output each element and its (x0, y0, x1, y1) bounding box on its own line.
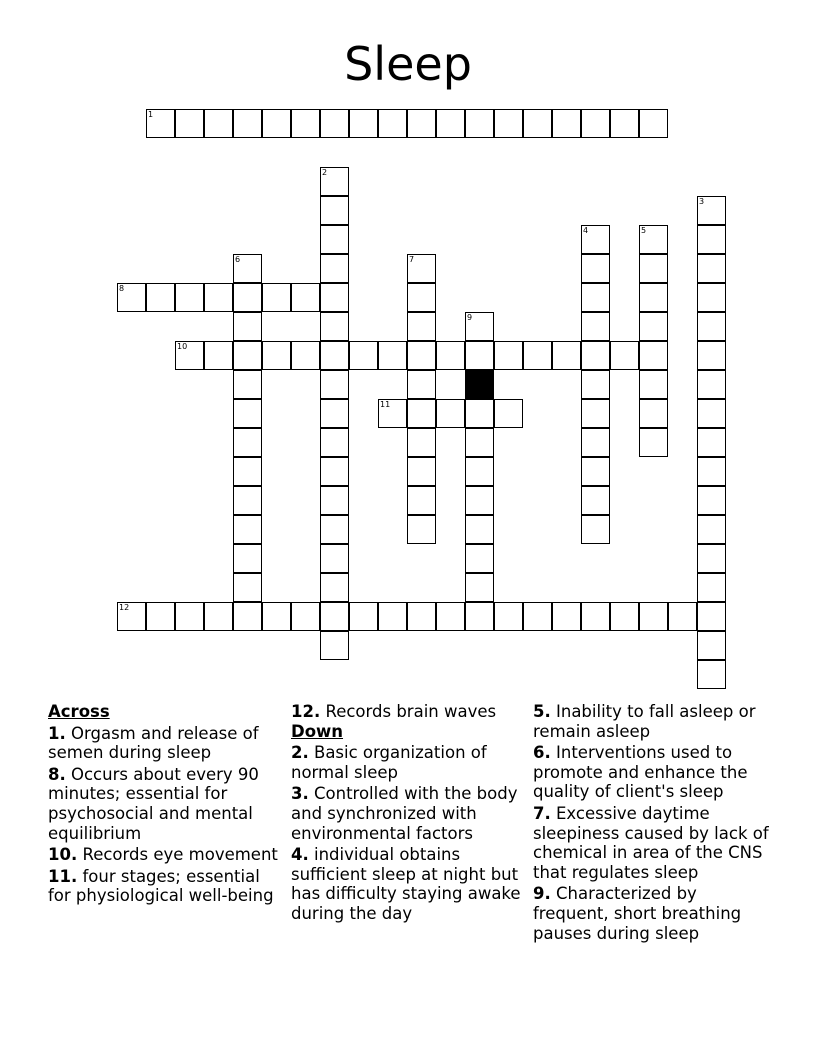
clue-across-1: 1. Orgasm and release of semen during sleep (48, 723, 259, 763)
grid-cell[interactable] (349, 341, 378, 370)
grid-cell[interactable] (407, 515, 436, 544)
clue-down-6: 6. Interventions used to promote and enhance the quality of client's sleep (533, 743, 748, 802)
cell-number: 6 (235, 255, 241, 264)
puzzle-title: Sleep (344, 37, 472, 91)
grid-cell[interactable] (320, 254, 349, 283)
cell-number: 3 (699, 197, 705, 206)
grid-cell[interactable] (407, 109, 436, 138)
grid-cell[interactable] (697, 254, 726, 283)
grid-cell[interactable] (233, 341, 262, 370)
grid-cell[interactable] (668, 602, 697, 631)
grid-cell[interactable] (494, 602, 523, 631)
grid-cell[interactable] (320, 196, 349, 225)
grid-cell[interactable] (378, 399, 407, 428)
grid-cell[interactable] (262, 109, 291, 138)
grid-cell[interactable] (639, 109, 668, 138)
grid-cell[interactable] (320, 399, 349, 428)
grid-cell[interactable] (697, 660, 726, 689)
grid-cell[interactable] (697, 196, 726, 225)
grid-cell[interactable] (552, 109, 581, 138)
grid-cell[interactable] (465, 602, 494, 631)
grid-cell[interactable] (175, 341, 204, 370)
cell-number: 7 (409, 255, 415, 264)
grid-cell[interactable] (581, 312, 610, 341)
grid-cell[interactable] (697, 631, 726, 660)
grid-cell[interactable] (494, 109, 523, 138)
grid-cell[interactable] (233, 515, 262, 544)
grid-cell[interactable] (552, 602, 581, 631)
grid-cell[interactable] (320, 109, 349, 138)
grid-cell[interactable] (581, 225, 610, 254)
grid-cell[interactable] (320, 370, 349, 399)
grid-cell[interactable] (697, 312, 726, 341)
grid-cell[interactable] (639, 602, 668, 631)
cell-number: 5 (641, 226, 647, 235)
cell-number: 9 (467, 313, 473, 322)
clue-column-2 (291, 702, 527, 924)
grid-cell[interactable] (262, 283, 291, 312)
grid-cell[interactable] (378, 341, 407, 370)
grid-cell[interactable] (320, 544, 349, 573)
grid-cell[interactable] (175, 283, 204, 312)
grid-cell[interactable] (697, 370, 726, 399)
grid-cell[interactable] (233, 109, 262, 138)
clue-across-10: 10. Records eye movement (48, 845, 278, 865)
grid-cell[interactable] (320, 225, 349, 254)
grid-cell[interactable] (581, 457, 610, 486)
grid-cell[interactable] (233, 254, 262, 283)
grid-cell[interactable] (697, 428, 726, 457)
grid-cell[interactable] (407, 341, 436, 370)
grid-cell[interactable] (523, 341, 552, 370)
grid-cell[interactable] (291, 283, 320, 312)
grid-cell[interactable] (175, 109, 204, 138)
grid-cell[interactable] (320, 486, 349, 515)
grid-cell[interactable] (639, 225, 668, 254)
grid-cell[interactable] (233, 428, 262, 457)
grid-cell[interactable] (465, 341, 494, 370)
grid-cell[interactable] (581, 486, 610, 515)
grid-cell[interactable] (639, 428, 668, 457)
grid-cell[interactable] (320, 602, 349, 631)
grid-cell[interactable] (320, 312, 349, 341)
grid-cell[interactable] (320, 428, 349, 457)
grid-cell[interactable] (523, 602, 552, 631)
grid-cell[interactable] (581, 109, 610, 138)
grid-cell[interactable] (349, 602, 378, 631)
grid-cell[interactable] (204, 341, 233, 370)
grid-cell[interactable] (581, 428, 610, 457)
clue-across-11: 11. four stages; essential for physiological well-being (48, 866, 274, 906)
grid-cell[interactable] (639, 399, 668, 428)
grid-cell[interactable] (465, 457, 494, 486)
grid-cell[interactable] (146, 283, 175, 312)
cell-number: 2 (322, 168, 328, 177)
grid-cell[interactable] (320, 631, 349, 660)
grid-cell[interactable] (320, 341, 349, 370)
grid-cell[interactable] (697, 225, 726, 254)
across-header: Across (48, 702, 110, 721)
grid-cell[interactable] (175, 602, 204, 631)
clue-down-9: 9. Characterized by frequent, short breathing pauses during sleep (533, 884, 742, 943)
grid-cell[interactable] (436, 602, 465, 631)
grid-cell[interactable] (436, 109, 465, 138)
clue-down-7: 7. Excessive daytime sleepiness caused by lack of chemical in area of the CNS that regulates sleep (533, 803, 769, 882)
grid-cell[interactable] (262, 341, 291, 370)
grid-cell[interactable] (349, 109, 378, 138)
grid-cell[interactable] (465, 486, 494, 515)
down-header: Down (291, 721, 344, 741)
grid-cell[interactable] (639, 283, 668, 312)
grid-cell[interactable] (639, 254, 668, 283)
clue-column-1 (48, 702, 284, 906)
grid-cell[interactable] (320, 457, 349, 486)
grid-cell[interactable] (436, 341, 465, 370)
grid-cell[interactable] (233, 457, 262, 486)
grid-cell[interactable] (407, 312, 436, 341)
grid-cell[interactable] (233, 370, 262, 399)
cell-number: 1 (148, 110, 154, 119)
grid-cell[interactable] (407, 283, 436, 312)
grid-cell[interactable] (204, 283, 233, 312)
grid-cell[interactable] (320, 167, 349, 196)
grid-cell[interactable] (610, 341, 639, 370)
grid-cell[interactable] (146, 109, 175, 138)
grid-cell[interactable] (233, 399, 262, 428)
grid-cell[interactable] (523, 109, 552, 138)
clue-down-2: 2. Basic organization of normal sleep (291, 743, 487, 782)
grid-cell[interactable] (697, 457, 726, 486)
grid-cell[interactable] (320, 573, 349, 602)
grid-cell[interactable] (233, 283, 262, 312)
grid-cell[interactable] (581, 370, 610, 399)
grid-cell[interactable] (233, 602, 262, 631)
cell-number: 10 (177, 342, 188, 351)
grid-cell[interactable] (233, 544, 262, 573)
grid-cell[interactable] (465, 312, 494, 341)
grid-cell[interactable] (407, 486, 436, 515)
clue-down-4: 4. individual obtains sufficient sleep at night but has difficulty staying awake during the day (291, 845, 521, 923)
grid-cell[interactable] (378, 109, 407, 138)
clue-down-5: 5. Inability to fall asleep or remain asleep (533, 702, 756, 741)
grid-cell[interactable] (610, 602, 639, 631)
cell-number: 11 (380, 400, 391, 409)
grid-cell[interactable] (552, 341, 581, 370)
grid-cell[interactable] (581, 399, 610, 428)
grid-cell[interactable] (146, 602, 175, 631)
clue-across-8: 8. Occurs about every 90 minutes; essential for psychosocial and mental equilibrium (48, 764, 259, 843)
grid-cell[interactable] (581, 602, 610, 631)
grid-cell[interactable] (697, 573, 726, 602)
grid-cell[interactable] (291, 602, 320, 631)
grid-cell[interactable] (581, 283, 610, 312)
grid-cell[interactable] (697, 341, 726, 370)
grid-cell[interactable] (291, 341, 320, 370)
grid-cell[interactable] (262, 602, 291, 631)
grid-cell[interactable] (494, 341, 523, 370)
grid-cell[interactable] (465, 573, 494, 602)
grid-cell[interactable] (639, 341, 668, 370)
grid-cell[interactable] (697, 486, 726, 515)
grid-cell[interactable] (291, 109, 320, 138)
cell-number: 12 (119, 603, 130, 612)
grid-cell[interactable] (465, 109, 494, 138)
grid-cell[interactable] (697, 544, 726, 573)
grid-cell[interactable] (436, 399, 465, 428)
grid-cell[interactable] (320, 283, 349, 312)
grid-cell[interactable] (407, 254, 436, 283)
grid-cell[interactable] (697, 602, 726, 631)
grid-cell[interactable] (639, 370, 668, 399)
clue-down-3: 3. Controlled with the body and synchronized with environmental factors (291, 784, 518, 843)
grid-cell[interactable] (465, 399, 494, 428)
grid-cell[interactable] (204, 602, 233, 631)
grid-cell[interactable] (581, 515, 610, 544)
grid-cell[interactable] (639, 312, 668, 341)
grid-cell[interactable] (494, 399, 523, 428)
cell-number: 4 (583, 226, 589, 235)
grid-cell[interactable] (233, 573, 262, 602)
grid-cell[interactable] (378, 602, 407, 631)
grid-cell[interactable] (117, 283, 146, 312)
grid-cell[interactable] (610, 109, 639, 138)
grid-cell[interactable] (407, 457, 436, 486)
clue-column-3 (533, 702, 773, 943)
grid-cell[interactable] (697, 515, 726, 544)
clue-across-12: 12. Records brain waves (291, 702, 497, 721)
grid-cell[interactable] (204, 109, 233, 138)
grid-cell[interactable] (407, 399, 436, 428)
grid-cell[interactable] (117, 602, 146, 631)
grid-cell[interactable] (465, 428, 494, 457)
grid-cell[interactable] (233, 486, 262, 515)
grid-cell[interactable] (407, 428, 436, 457)
grid-cell[interactable] (233, 312, 262, 341)
grid-cell[interactable] (465, 515, 494, 544)
grid-block (465, 370, 494, 399)
grid-cell[interactable] (320, 515, 349, 544)
grid-cell[interactable] (581, 254, 610, 283)
cell-number: 8 (119, 284, 125, 293)
grid-cell[interactable] (407, 602, 436, 631)
grid-cell[interactable] (465, 544, 494, 573)
grid-cell[interactable] (407, 370, 436, 399)
grid-cell[interactable] (581, 341, 610, 370)
grid-cell[interactable] (697, 283, 726, 312)
grid-cell[interactable] (697, 399, 726, 428)
